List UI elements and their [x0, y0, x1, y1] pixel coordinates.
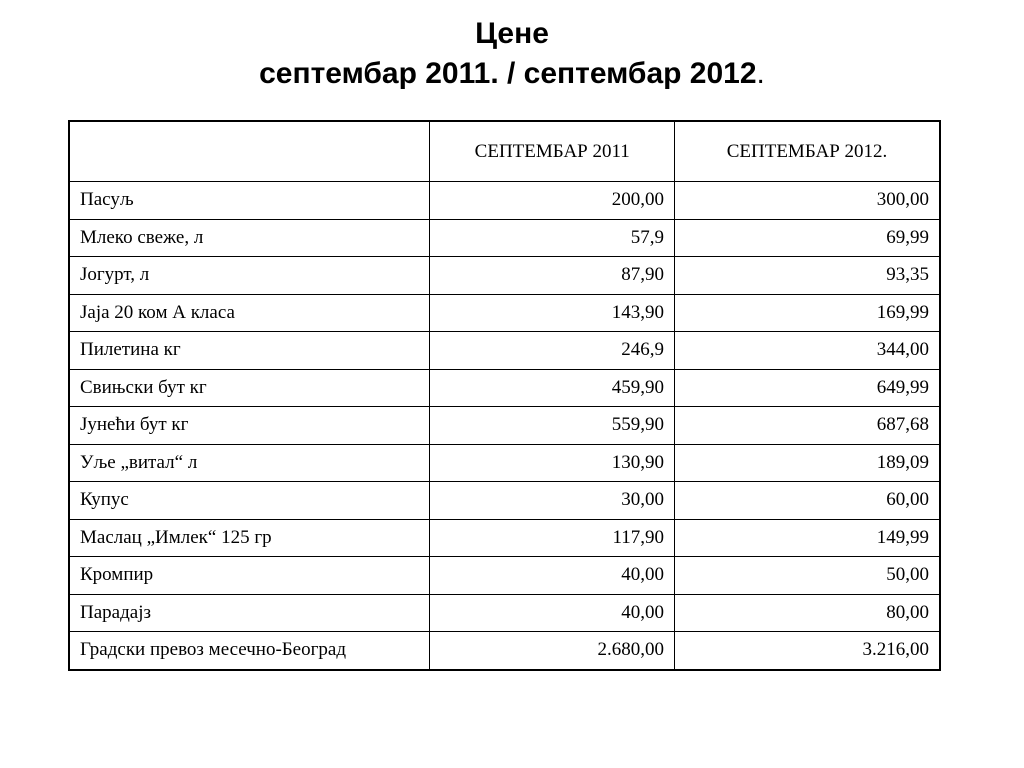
title-line-2-text: септембар 2011. / септембар 2012 [259, 57, 757, 90]
item-name-cell: Млеко свеже, л [69, 219, 430, 257]
price-2011-cell: 559,90 [430, 407, 675, 445]
item-name-cell: Маслац „Имлек“ 125 гр [69, 519, 430, 557]
header-cell-sep-2012: СЕПТЕМБАР 2012. [675, 121, 941, 182]
table-row [69, 332, 940, 370]
table-row [69, 594, 940, 632]
header-cell-item [69, 121, 430, 182]
table-row [69, 407, 940, 445]
table-row [69, 482, 940, 520]
title-line-1: Цене [475, 17, 549, 50]
price-2011-cell: 117,90 [430, 519, 675, 557]
price-2011-cell: 459,90 [430, 369, 675, 407]
price-2011-cell: 30,00 [430, 482, 675, 520]
item-name-cell: Јогурт, л [69, 257, 430, 295]
item-name-cell: Купус [69, 482, 430, 520]
table-row [69, 182, 940, 220]
price-2011-cell: 143,90 [430, 294, 675, 332]
item-name-cell: Јаја 20 ком А класа [69, 294, 430, 332]
page-title [0, 14, 1024, 94]
item-name-cell: Јунећи бут кг [69, 407, 430, 445]
price-2011-cell: 87,90 [430, 257, 675, 295]
header-cell-sep-2011: СЕПТЕМБАР 2011 [430, 121, 675, 182]
table-row [69, 219, 940, 257]
item-name-cell: Градски превоз месечно-Београд [69, 632, 430, 670]
title-line-2-dot: . [756, 57, 765, 90]
price-2011-cell: 40,00 [430, 594, 675, 632]
price-2012-cell: 149,99 [675, 519, 941, 557]
item-name-cell: Свињски бут кг [69, 369, 430, 407]
price-2012-cell: 60,00 [675, 482, 941, 520]
item-name-cell: Уље „витал“ л [69, 444, 430, 482]
table-header-row [69, 121, 940, 182]
price-2011-cell: 246,9 [430, 332, 675, 370]
table-row [69, 369, 940, 407]
price-2012-cell: 300,00 [675, 182, 941, 220]
item-name-cell: Кромпир [69, 557, 430, 595]
item-name-cell: Пасуљ [69, 182, 430, 220]
price-2012-cell: 50,00 [675, 557, 941, 595]
price-2011-cell: 2.680,00 [430, 632, 675, 670]
table-row [69, 557, 940, 595]
table-row [69, 632, 940, 670]
table-row [69, 257, 940, 295]
price-2012-cell: 649,99 [675, 369, 941, 407]
table-row [69, 519, 940, 557]
price-2012-cell: 344,00 [675, 332, 941, 370]
price-2012-cell: 69,99 [675, 219, 941, 257]
price-2011-cell: 130,90 [430, 444, 675, 482]
price-2012-cell: 93,35 [675, 257, 941, 295]
price-2012-cell: 687,68 [675, 407, 941, 445]
table-row [69, 444, 940, 482]
item-name-cell: Пилетина кг [69, 332, 430, 370]
price-2011-cell: 57,9 [430, 219, 675, 257]
item-name-cell: Парадајз [69, 594, 430, 632]
price-2012-cell: 169,99 [675, 294, 941, 332]
price-2012-cell: 3.216,00 [675, 632, 941, 670]
price-2012-cell: 189,09 [675, 444, 941, 482]
price-2011-cell: 40,00 [430, 557, 675, 595]
title-line-2 [0, 54, 1024, 94]
table-row [69, 294, 940, 332]
price-table [68, 120, 941, 671]
price-2012-cell: 80,00 [675, 594, 941, 632]
price-2011-cell: 200,00 [430, 182, 675, 220]
